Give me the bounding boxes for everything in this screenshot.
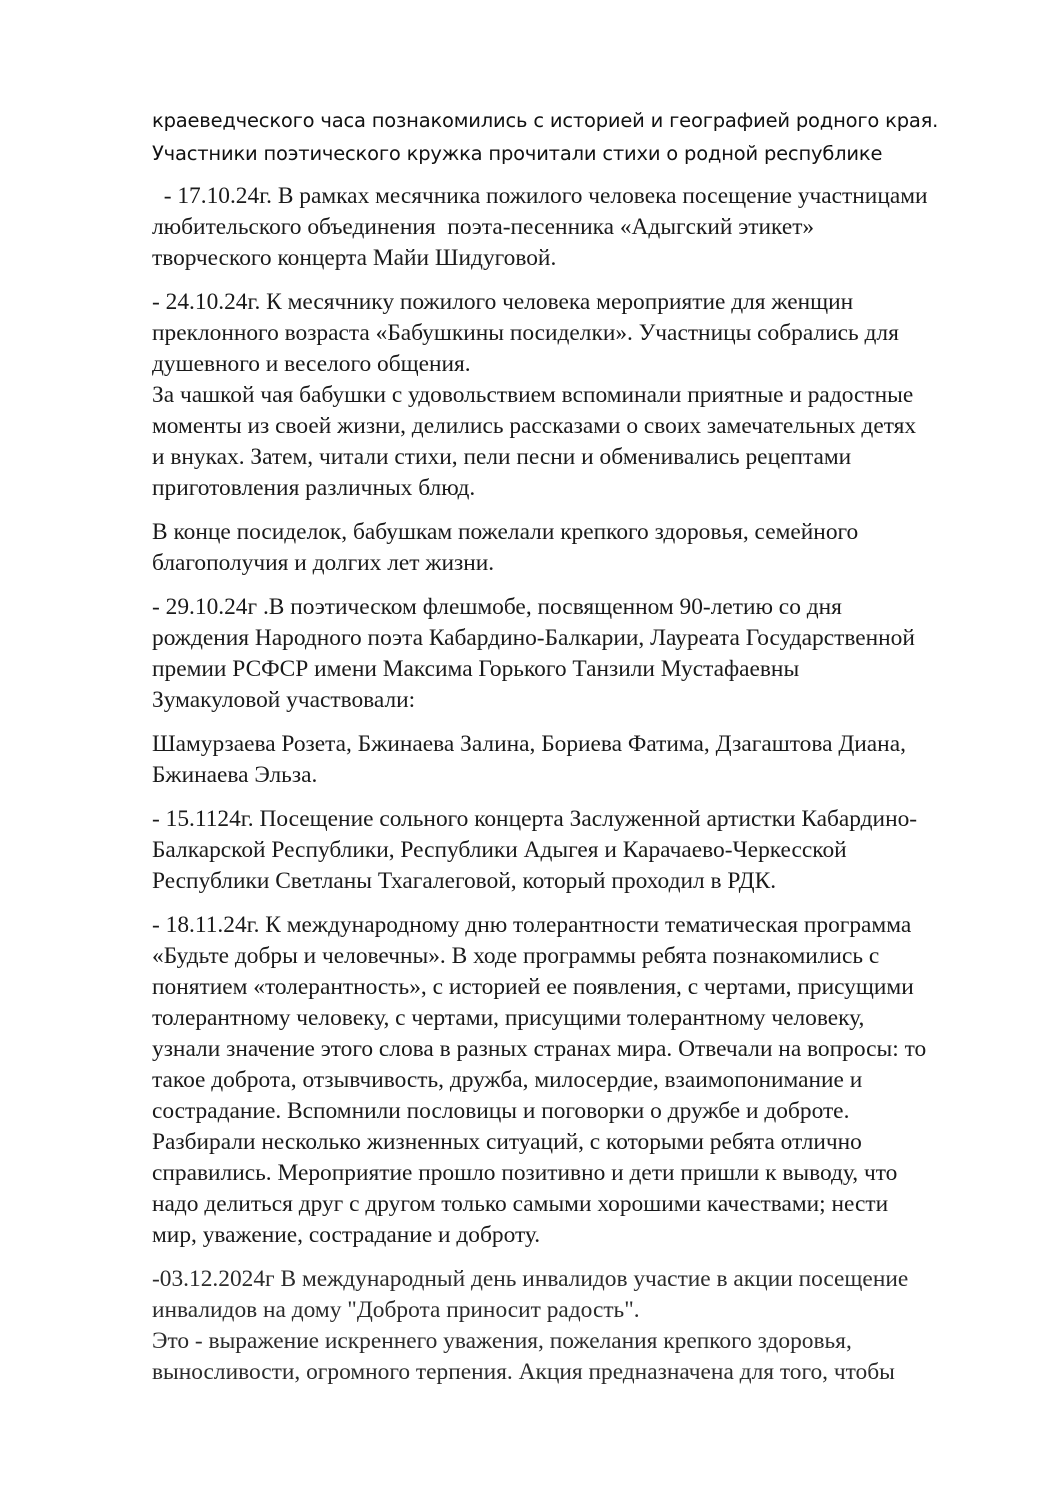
text-line: премии РСФСР имени Максима Горького Танзили Мустафаевны — [152, 656, 800, 682]
paragraph-event-29-10 — [152, 592, 1012, 716]
text-line: справились. Мероприятие прошло позитивно и дети пришли к выводу, что — [152, 1160, 898, 1186]
text-line: Разбирали несколько жизненных ситуаций, с которыми ребята отлично — [152, 1129, 862, 1155]
text-line: душевного и веселого общения. — [152, 351, 471, 377]
text-line: мир, уважение, сострадание и доброту. — [152, 1222, 541, 1248]
paragraph-event-24-10 — [152, 287, 1012, 504]
paragraph-event-15-11 — [152, 804, 1012, 897]
text-line: Шамурзаева Розета, Бжинаева Залина, Бориева Фатима, Дзагаштова Диана, — [152, 731, 906, 757]
text-line: надо делиться друг с другом только самыми хорошими качествами; нести — [152, 1191, 889, 1217]
text-line: В конце посиделок, бабушкам пожелали крепкого здоровья, семейного — [152, 519, 859, 545]
text-line: Республики Светланы Тхагалеговой, который проходил в РДК. — [152, 868, 777, 894]
text-line: - 17.10.24г. В рамках месячника пожилого человека посещение участницами — [152, 183, 928, 209]
text-line: любительского объединения поэта-песенника «Адыгский этикет» — [152, 214, 815, 240]
text-line: приготовления различных блюд. — [152, 475, 476, 501]
paragraph-event-18-11 — [152, 910, 1012, 1251]
text-line: Зумакуловой участвовали: — [152, 687, 416, 713]
text-line: сострадание. Вспомнили пословицы и поговорки о дружбе и доброте. — [152, 1098, 850, 1124]
text-line: и внуках. Затем, читали стихи, пели песни и обменивались рецептами — [152, 444, 852, 470]
text-line: благополучия и долгих лет жизни. — [152, 550, 495, 576]
paragraph-event-17-10 — [152, 181, 1012, 274]
text-line: Бжинаева Эльза. — [152, 762, 318, 788]
text-line: Это - выражение искреннего уважения, пожелания крепкого здоровья, — [152, 1328, 852, 1354]
text-line: выносливости, огромного терпения. Акция предназначена для того, чтобы — [152, 1359, 895, 1385]
intro-paragraph — [152, 104, 1012, 170]
text-line: такое доброта, отзывчивость, дружба, милосердие, взаимопонимание и — [152, 1067, 863, 1093]
text-line: моменты из своей жизни, делились рассказами о своих замечательных детях — [152, 413, 917, 439]
text-line: узнали значение этого слова в разных странах мира. Отвечали на вопросы: то — [152, 1036, 927, 1062]
text-line: понятием «толерантность», с историей ее появления, с чертами, присущими — [152, 974, 914, 1000]
document-body — [152, 181, 1012, 1401]
text-line: - 29.10.24г .В поэтическом флешмобе, посвященном 90-летию со дня — [152, 594, 842, 620]
text-line: - 18.11.24г. К международному дню толерантности тематическая программа — [152, 912, 912, 938]
text-line: «Будьте добры и человечны». В ходе программы ребята познакомились с — [152, 943, 880, 969]
text-line: Балкарской Республики, Республики Адыгея и Карачаево-Черкесской — [152, 837, 847, 863]
text-line: За чашкой чая бабушки с удовольствием вспоминали приятные и радостные — [152, 382, 914, 408]
paragraph-wishes — [152, 517, 1012, 579]
text-line: - 15.1124г. Посещение сольного концерта Заслуженной артистки Кабардино- — [152, 806, 918, 832]
text-line: преклонного возраста «Бабушкины посиделки». Участницы собрались для — [152, 320, 899, 346]
text-line: рождения Народного поэта Кабардино-Балкарии, Лауреата Государственной — [152, 625, 915, 651]
paragraph-participants — [152, 729, 1012, 791]
text-line: -03.12.2024г В международный день инвалидов участие в акции посещение — [152, 1266, 909, 1292]
text-line: толерантному человеку, с чертами, присущими толерантному человеку, — [152, 1005, 865, 1031]
text-line: краеведческого часа познакомились с историей и географией родного края. — [152, 109, 939, 132]
text-line: творческого концерта Майи Шидуговой. — [152, 245, 557, 271]
text-line: - 24.10.24г. К месячнику пожилого человека мероприятие для женщин — [152, 289, 854, 315]
paragraph-event-03-12 — [152, 1264, 1012, 1388]
text-line: Участники поэтического кружка прочитали стихи о родной республике — [152, 142, 883, 165]
text-line: инвалидов на дому "Доброта приносит радость". — [152, 1297, 640, 1323]
